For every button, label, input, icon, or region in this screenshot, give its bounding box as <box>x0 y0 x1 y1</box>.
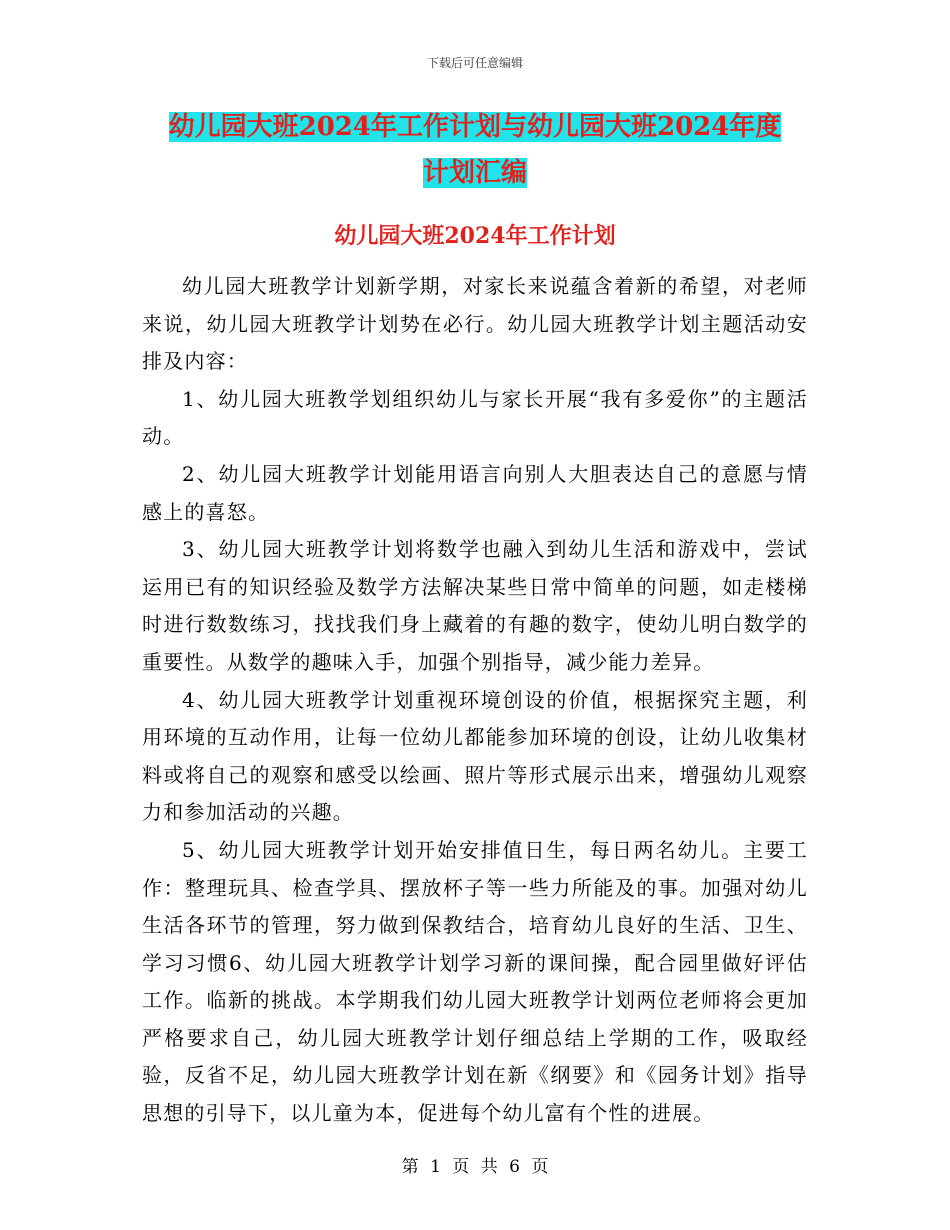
document-title-line-1: 幼儿园大班2024年工作计划与幼儿园大班2024年度 <box>168 112 782 142</box>
paragraph-item-5: 5、幼儿园大班教学计划开始安排值日生，每日两名幼儿。主要工作：整理玩具、检查学具、摆放杯子等一些力所能及的事。加强对幼儿生活各环节的管理，努力做到保教结合，培育幼儿良好的生活、卫生、学习习惯6、幼儿园大班教学计划学习新的课间操，配合园里做好评估工作。临新的挑战。本学期我们幼儿园大班教学计划两位老师将会更加严格要求自己，幼儿园大班教学计划仔细总结上学期的工作，吸取经验，反省不足，幼儿园大班教学计划在新《纲要》和《园务计划》指导思想的引导下，以儿童为本，促进每个幼儿富有个性的进展。 <box>142 837 808 1126</box>
document-title <box>140 104 810 196</box>
document-title-line-2: 计划汇编 <box>422 158 527 188</box>
paragraph-item-3: 3、幼儿园大班教学计划将数学也融入到幼儿生活和游戏中，尝试运用已有的知识经验及数学方法解决某些日常中简单的问题，如走楼梯时进行数数练习，找找我们身上藏着的有趣的数字，使幼儿明白数学的重要性。从数学的趣味入手，加强个别指导，减少能力差异。 <box>142 537 808 674</box>
page-number: 第 1 页 共 6 页 <box>401 1157 549 1177</box>
intro-paragraph: 幼儿园大班教学计划新学期，对家长来说蕴含着新的希望，对老师来说，幼儿园大班教学计划势在必行。幼儿园大班教学计划主题活动安排及内容： <box>142 274 808 374</box>
document-body <box>142 268 808 1133</box>
section-heading: 幼儿园大班2024年工作计划 <box>334 223 616 249</box>
header-note: 下载后可任意编辑 <box>426 56 523 70</box>
paragraph-item-1: 1、幼儿园大班教学划组织幼儿与家长开展“我有多爱你”的主题活动。 <box>142 386 808 449</box>
paragraph-item-4: 4、幼儿园大班教学计划重视环境创设的价值，根据探究主题，利用环境的互动作用，让每一位幼儿都能参加环境的创设，让幼儿收集材料或将自己的观察和感受以绘画、照片等形式展示出来，增强幼儿观察力和参加活动的兴趣。 <box>142 687 808 825</box>
paragraph-item-2: 2、幼儿园大班教学计划能用语言向别人大胆表达自己的意愿与情感上的喜怒。 <box>142 461 808 524</box>
